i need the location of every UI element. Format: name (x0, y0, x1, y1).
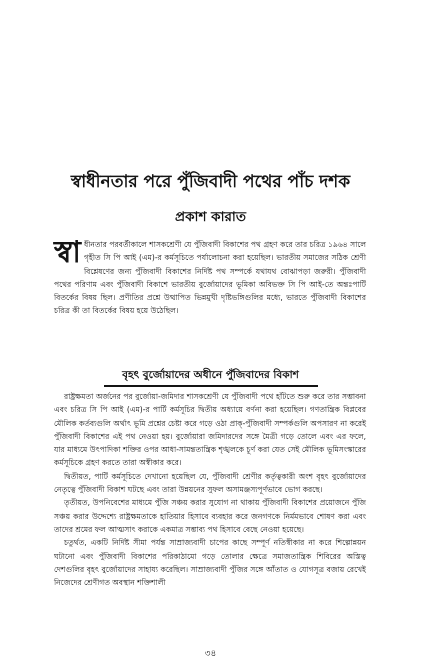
body-paragraph: রাষ্ট্রক্ষমতা অর্জনের পর বুর্জোয়া-জমিদার শাসকশ্রেণী যে পুঁজিবাদী পথে হাঁটতে শুরু করে তার সম্ভাবনা এবং চরিত্র সি পি আই (এম)-র পার্টি কর্মসূচির দ্বিতীয় অধ্যায়ে বর্ণনা করা হয়েছিল। গণতান্ত্রিক বিপ্লবের মৌলিক কর্তব্যগুলি অর্থাৎ ভূমি প্রশ্নের চেষ্টা করে গড়ে ওঠা প্রাক্-পুঁজিবাদী সম্পর্কগুলি অপসারণ না করেই পুঁজিবাদী বিকাশের এই পথ নেওয়া হয়। বুর্জোয়ারা জমিদারদের সঙ্গে মৈত্রী গড়ে তোলে এবং এর ফলে, যার মাধ্যমে উৎপাদিকা শক্তির ওপর আধা-সামন্ততান্ত্রিক শৃঙ্খলকে চূর্ণ করা যেত সেই মৌলিক ভূমিসংস্কারের কর্মসূচিকে গ্রহণ করতে তারা অস্বীকার করে। (54, 392, 366, 468)
drop-cap: স্বা (54, 235, 81, 270)
intro-paragraph (54, 235, 366, 318)
intro-paragraph-text: ধীনতার পরবর্তীকালে শাসকশ্রেণী যে পুঁজিবাদী বিকাশের পথ গ্রহণ করে তার চরিত্র ১৯৬৪ সালে গৃহীত সি পি আই (এম)-র কর্মসূচিতে পর্যালোচনা করা হয়েছিল। ভারতীয় সমাজের সঠিক শ্রেণী বিশ্লেষণের জন্য পুঁজিবাদী বিকাশের নির্দিষ্ট পথ সম্পর্কে যথাযথ বোঝাপড়া জরুরী। পুঁজিবাদী পথের পরিণাম এবং পুঁজিবাদী বিকাশে ভারতীয় বুর্জোয়াদের ভূমিকা অবিভক্ত সি পি আই-তে অন্তঃপার্টি বিতর্কের বিষয় ছিল। প্রণীতির প্রশ্নে উত্থাপিত ভিন্নমুখী দৃষ্টিভঙ্গিগুলির মধ্যে, ভারতে পুঁজিবাদী বিকাশের চরিত্র কী তা বিতর্কের বিষয় হয়ে উঠেছিল। (54, 240, 366, 316)
article-title: স্বাধীনতার পরে পুঁজিবাদী পথের পাঁচ দশক (70, 172, 351, 192)
section-body (54, 390, 366, 650)
section-heading-underline (104, 385, 318, 387)
intro-paragraph-block (54, 235, 366, 374)
page-number: ৩৪ (204, 649, 217, 659)
author-name: প্রকাশ কারাত (175, 209, 246, 225)
section-heading: বৃহৎ বুর্জোয়াদের অধীনে পুঁজিবাদের বিকাশ (122, 369, 299, 381)
body-paragraph: দ্বিতীয়ত, পার্টি কর্মসূচিতে দেখানো হয়েছিল যে, পুঁজিবাদী শ্রেণীর কর্তৃত্বকারী অংশ বৃহৎ বুর্জোয়াদের নেতৃত্বে পুঁজিবাদী বিকাশ ঘটছে এবং তারা উন্নয়নের সুফল অসামঞ্জস্যপূর্ণভাবে ভোগ করছে। (54, 471, 366, 495)
body-paragraph: তৃতীয়ত, উপনিবেশের মাধ্যমে পুঁজি সঞ্চয় করার সুযোগ না থাকায় পুঁজিবাদী বিকাশের প্রয়োজনে পুঁজি সঞ্চয় করার উদ্দেশ্যে রাষ্ট্রক্ষমতাকে হাতিয়ার হিসাবে ব্যবহার করে জনগণকে নির্মমভাবে শোষণ করা এবং তাদের শ্রমের ফল আত্মসাৎ করাকে একমাত্র সম্ভাব্য পথ হিসাবে বেছে নেওয়া হয়েছে। (54, 498, 366, 534)
body-paragraph: চতুর্থত, একটি নির্দিষ্ট সীমা পর্যন্ত সাম্রাজ্যবাদী চাপের কাছে সম্পূর্ণ নতিস্বীকার না করে শিল্পোন্নয়ন ঘটানো এবং পুঁজিবাদী বিকাশের পরিকাঠামো গড়ে তোলার ক্ষেত্রে সমাজতান্ত্রিক শিবিরের অস্তিত্ব দেশগুলির বৃহৎ বুর্জোয়াদের সাহায্য করেছিল। সাম্রাজ্যবাদী পুঁজির সঙ্গে আঁতাত ও যোগসূত্র বজায় রেখেই নিজেদের শ্রেণীগত অবস্থান শক্তিশালী (54, 538, 366, 588)
